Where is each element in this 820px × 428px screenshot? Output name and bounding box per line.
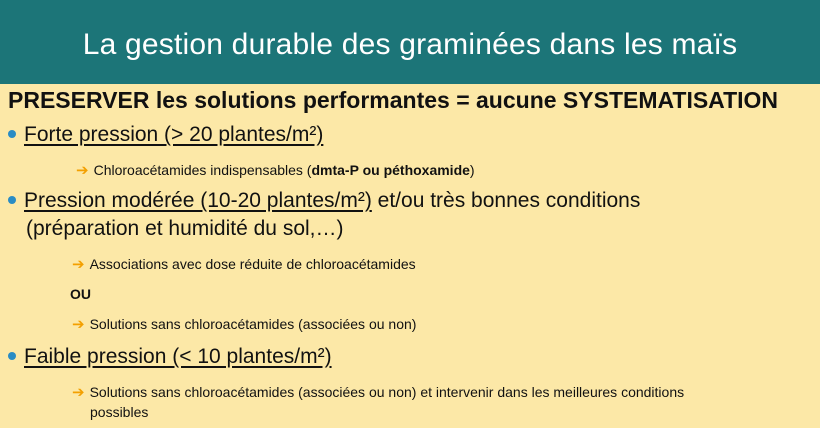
round-bullet-icon [8,196,16,204]
bullet-label: Faible pression (< 10 plantes/m²) [24,345,332,368]
right-arrow-icon: ➔ [72,384,85,401]
separator-ou: OU [70,286,91,302]
sub-item-after: ) [469,162,475,178]
sub-item-text: Solutions sans chloroacétamides (associées ou non) [89,316,417,332]
title-bar [0,0,820,84]
sub-item [72,314,416,335]
bullet-pression-moderee [8,188,640,214]
bullet-suffix: et/ou très bonnes conditions [371,189,641,212]
sub-item [72,382,684,403]
right-arrow-icon: ➔ [72,316,85,333]
sub-item-bold: dmta-P ou péthoxamide [311,162,470,178]
sub-item-text: Associations avec dose réduite de chloroacétamides [89,256,416,272]
round-bullet-icon [8,352,16,360]
content-area [0,84,820,428]
bullet-forte-pression [8,122,323,148]
sub-item-text: Chloroacétamides indispensables ( [93,162,312,178]
bullet-faible-pression [8,344,332,370]
right-arrow-icon: ➔ [72,256,85,273]
right-arrow-icon: ➔ [76,162,89,179]
round-bullet-icon [8,130,16,138]
bullet-label: Pression modérée (10-20 plantes/m²) [24,189,372,212]
sub-item [72,254,416,275]
sub-item-continuation: possibles [90,404,149,420]
slide-title: La gestion durable des graminées dans les maïs [82,28,738,61]
subtitle: PRESERVER les solutions performantes = aucune SYSTEMATISATION [8,87,779,113]
bullet-label: Forte pression (> 20 plantes/m²) [24,123,324,146]
sub-item-text: Solutions sans chloroacétamides (associées ou non) et intervenir dans les meilleures conditions [89,384,685,400]
sub-item [76,160,475,181]
bullet-continuation: (préparation et humidité du sol,…) [26,217,344,240]
